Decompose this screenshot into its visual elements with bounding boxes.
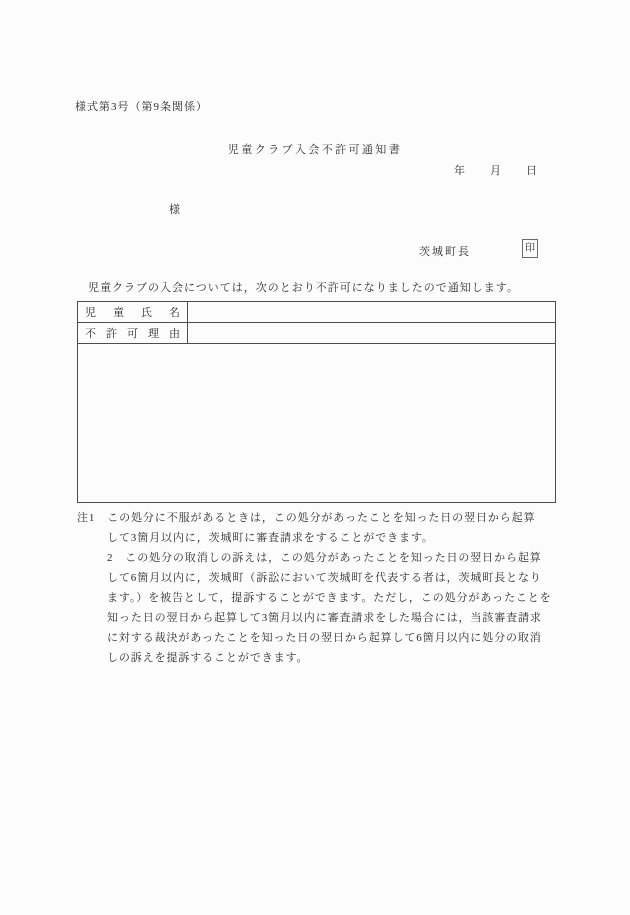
seal-box bbox=[522, 239, 538, 258]
denial-reason-label: 不許可理由 bbox=[78, 323, 188, 344]
intro-text: 児童クラブの入会については，次のとおり不許可になりましたので通知します。 bbox=[88, 282, 519, 294]
denial-form-table bbox=[77, 301, 556, 503]
note-line: 知った日の翌日から起算して3箇月以内に審査請求をした場合には，当該審査請求 bbox=[107, 612, 542, 624]
addressee-honorific: 様 bbox=[169, 204, 180, 216]
notes-block bbox=[77, 508, 559, 668]
table-row bbox=[78, 344, 556, 503]
form-number: 様式第3号（第9条関係） bbox=[75, 101, 208, 113]
note-line: 2 この処分の取消しの訴えは，この処分があったことを知った日の翌日から起算 bbox=[107, 552, 542, 564]
note-line: して3箇月以内に，茨城町に審査請求をすることができます。 bbox=[107, 532, 434, 544]
note-line: に対する裁決があったことを知った日の翌日から起算して6箇月以内に処分の取消 bbox=[107, 632, 542, 644]
note-line: して6箇月以内に，茨城町（訴訟において茨城町を代表する者は，茨城町長となり bbox=[107, 572, 542, 584]
reason-detail-area bbox=[78, 344, 556, 503]
date-line: 年 月 日 bbox=[454, 165, 538, 177]
note-line: しの訴えを提訴することができます。 bbox=[107, 652, 309, 664]
sender-title: 茨城町長 bbox=[419, 246, 471, 258]
note-line: ます。）を被告として，提訴することができます。ただし，この処分があったことを bbox=[107, 592, 552, 604]
note-line: 注1 この処分に不服があるときは，この処分があったことを知った日の翌日から起算 bbox=[77, 512, 536, 524]
document-title: 児童クラブ入会不許可通知書 bbox=[227, 144, 403, 156]
child-name-label: 児童氏名 bbox=[78, 302, 188, 323]
denial-reason-value bbox=[188, 323, 556, 344]
table-row bbox=[78, 323, 556, 344]
seal-mark: 印 bbox=[525, 242, 535, 254]
table-row bbox=[78, 302, 556, 323]
child-name-value bbox=[188, 302, 556, 323]
